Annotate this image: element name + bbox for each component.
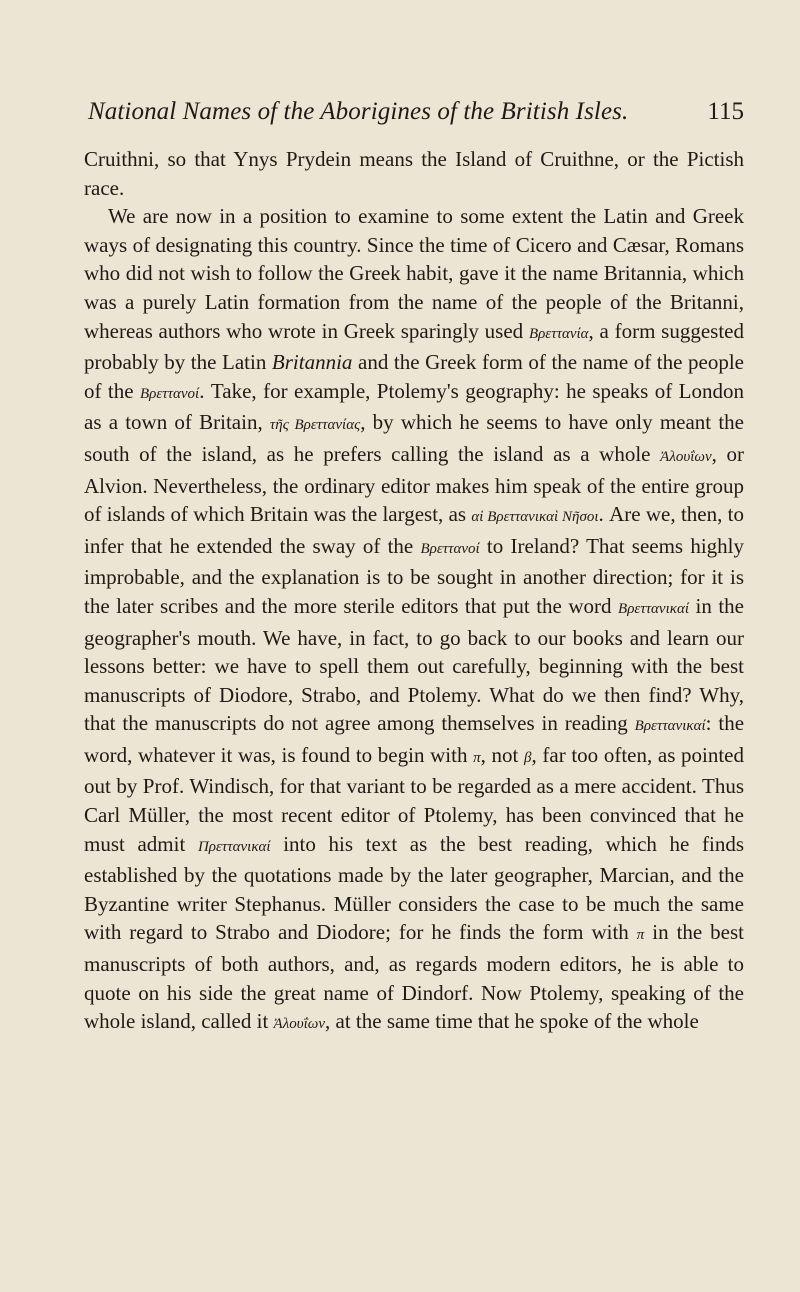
- text-run: to Ireland? That seems highly improbable, and the explanation is to be sought in another direction; for it is the later scribes and the more sterile editors that put the word: [84, 533, 744, 618]
- body-text: [84, 145, 744, 1039]
- text-run: . Take, for example, Ptolemy's geography: he speaks of London as a town of Britain,: [84, 378, 744, 435]
- italic-term: Britannia: [271, 350, 353, 375]
- running-head: [84, 98, 744, 134]
- greek-term: Βρεττανοί: [140, 385, 200, 402]
- text-run: , by which he seems to have only meant the south of the island, as he prefers calling the island as a whole: [84, 410, 744, 466]
- greek-term: Ἀλουΐων: [273, 1016, 326, 1033]
- greek-term: Πρεττανικαί: [197, 838, 271, 855]
- text-run: in the best manuscripts of both authors, and, as regards modern editors, he is able to quote on his side the great name of Dindorf. Now Ptolemy, speaking of the whole island, called it: [84, 920, 745, 1034]
- running-title: National Names of the Aborigines of the British Isles.: [88, 98, 629, 125]
- text-run: , not: [480, 742, 519, 767]
- greek-term: Ἀλουΐων: [660, 448, 712, 465]
- page-content: [84, 98, 744, 1039]
- page-number: 115: [707, 98, 744, 125]
- greek-term: Βρεττανικαί: [634, 718, 706, 735]
- text-run: , or Alvion. Nevertheless, the ordinary editor makes him speak of the entire group of islands of which Britain was the largest, as: [84, 441, 745, 527]
- text-run: , a form suggested probably by the Latin: [84, 318, 745, 375]
- greek-term: τῆς Βρεττανίας: [269, 417, 361, 434]
- text-run: , at the same time that he spoke of the whole: [325, 1009, 699, 1034]
- greek-term: Βρεττανοί: [420, 540, 480, 557]
- paragraph-1: Cruithni, so that Ynys Prydein means the Island of Cruithne, or the Pictish race.: [84, 147, 744, 200]
- text-run: , far too often, as pointed out by Prof. Windisch, for that variant to be regarded as a mere accident. Thus Carl Müller, the most recent editor of Ptolemy, has been convinced that he must admit: [84, 742, 745, 856]
- text-run: into his text as the best reading, which he finds established by the quotations made by the later geographer, Marcian, and the Byzantine writer Stephanus. Müller considers the case to be much the same with regard to Strabo and Diodore; for he finds the form with: [84, 831, 744, 945]
- text-run: in the geographer's mouth. We have, in fact, to go back to our books and learn our lessons better: we have to spell them out carefully, beginning with the best manuscripts of Diodore, Strabo, and Ptolemy. What do we then find? Why, that the manuscripts do not agree among themselves in reading: [84, 593, 745, 736]
- paragraph-2: [84, 202, 744, 1039]
- greek-term: π: [473, 749, 481, 766]
- greek-term: Βρεττανία: [528, 325, 589, 342]
- greek-term: Βρεττανικαί: [618, 600, 689, 617]
- greek-term: β: [524, 749, 532, 766]
- text-run: . Are we, then, to infer that he extended the sway of the: [84, 502, 744, 558]
- greek-term: π: [636, 927, 645, 944]
- text-run: : the word, whatever it was, is found to begin with: [84, 711, 745, 767]
- text-run: and the Greek form of the name of the people of the: [84, 350, 745, 403]
- text-run: We are now in a position to examine to some extent the Latin and Greek ways of designating this country. Since the time of Cicero and Cæsar, Romans who did not wish to follow the Greek habit, gave it the name Britannia, which was a purely Latin formation from the name of the people of the Britanni, whereas authors who wrote in Greek sparingly used: [84, 204, 744, 343]
- greek-term: αἱ Βρεττανικαὶ Νῆσοι: [471, 509, 599, 526]
